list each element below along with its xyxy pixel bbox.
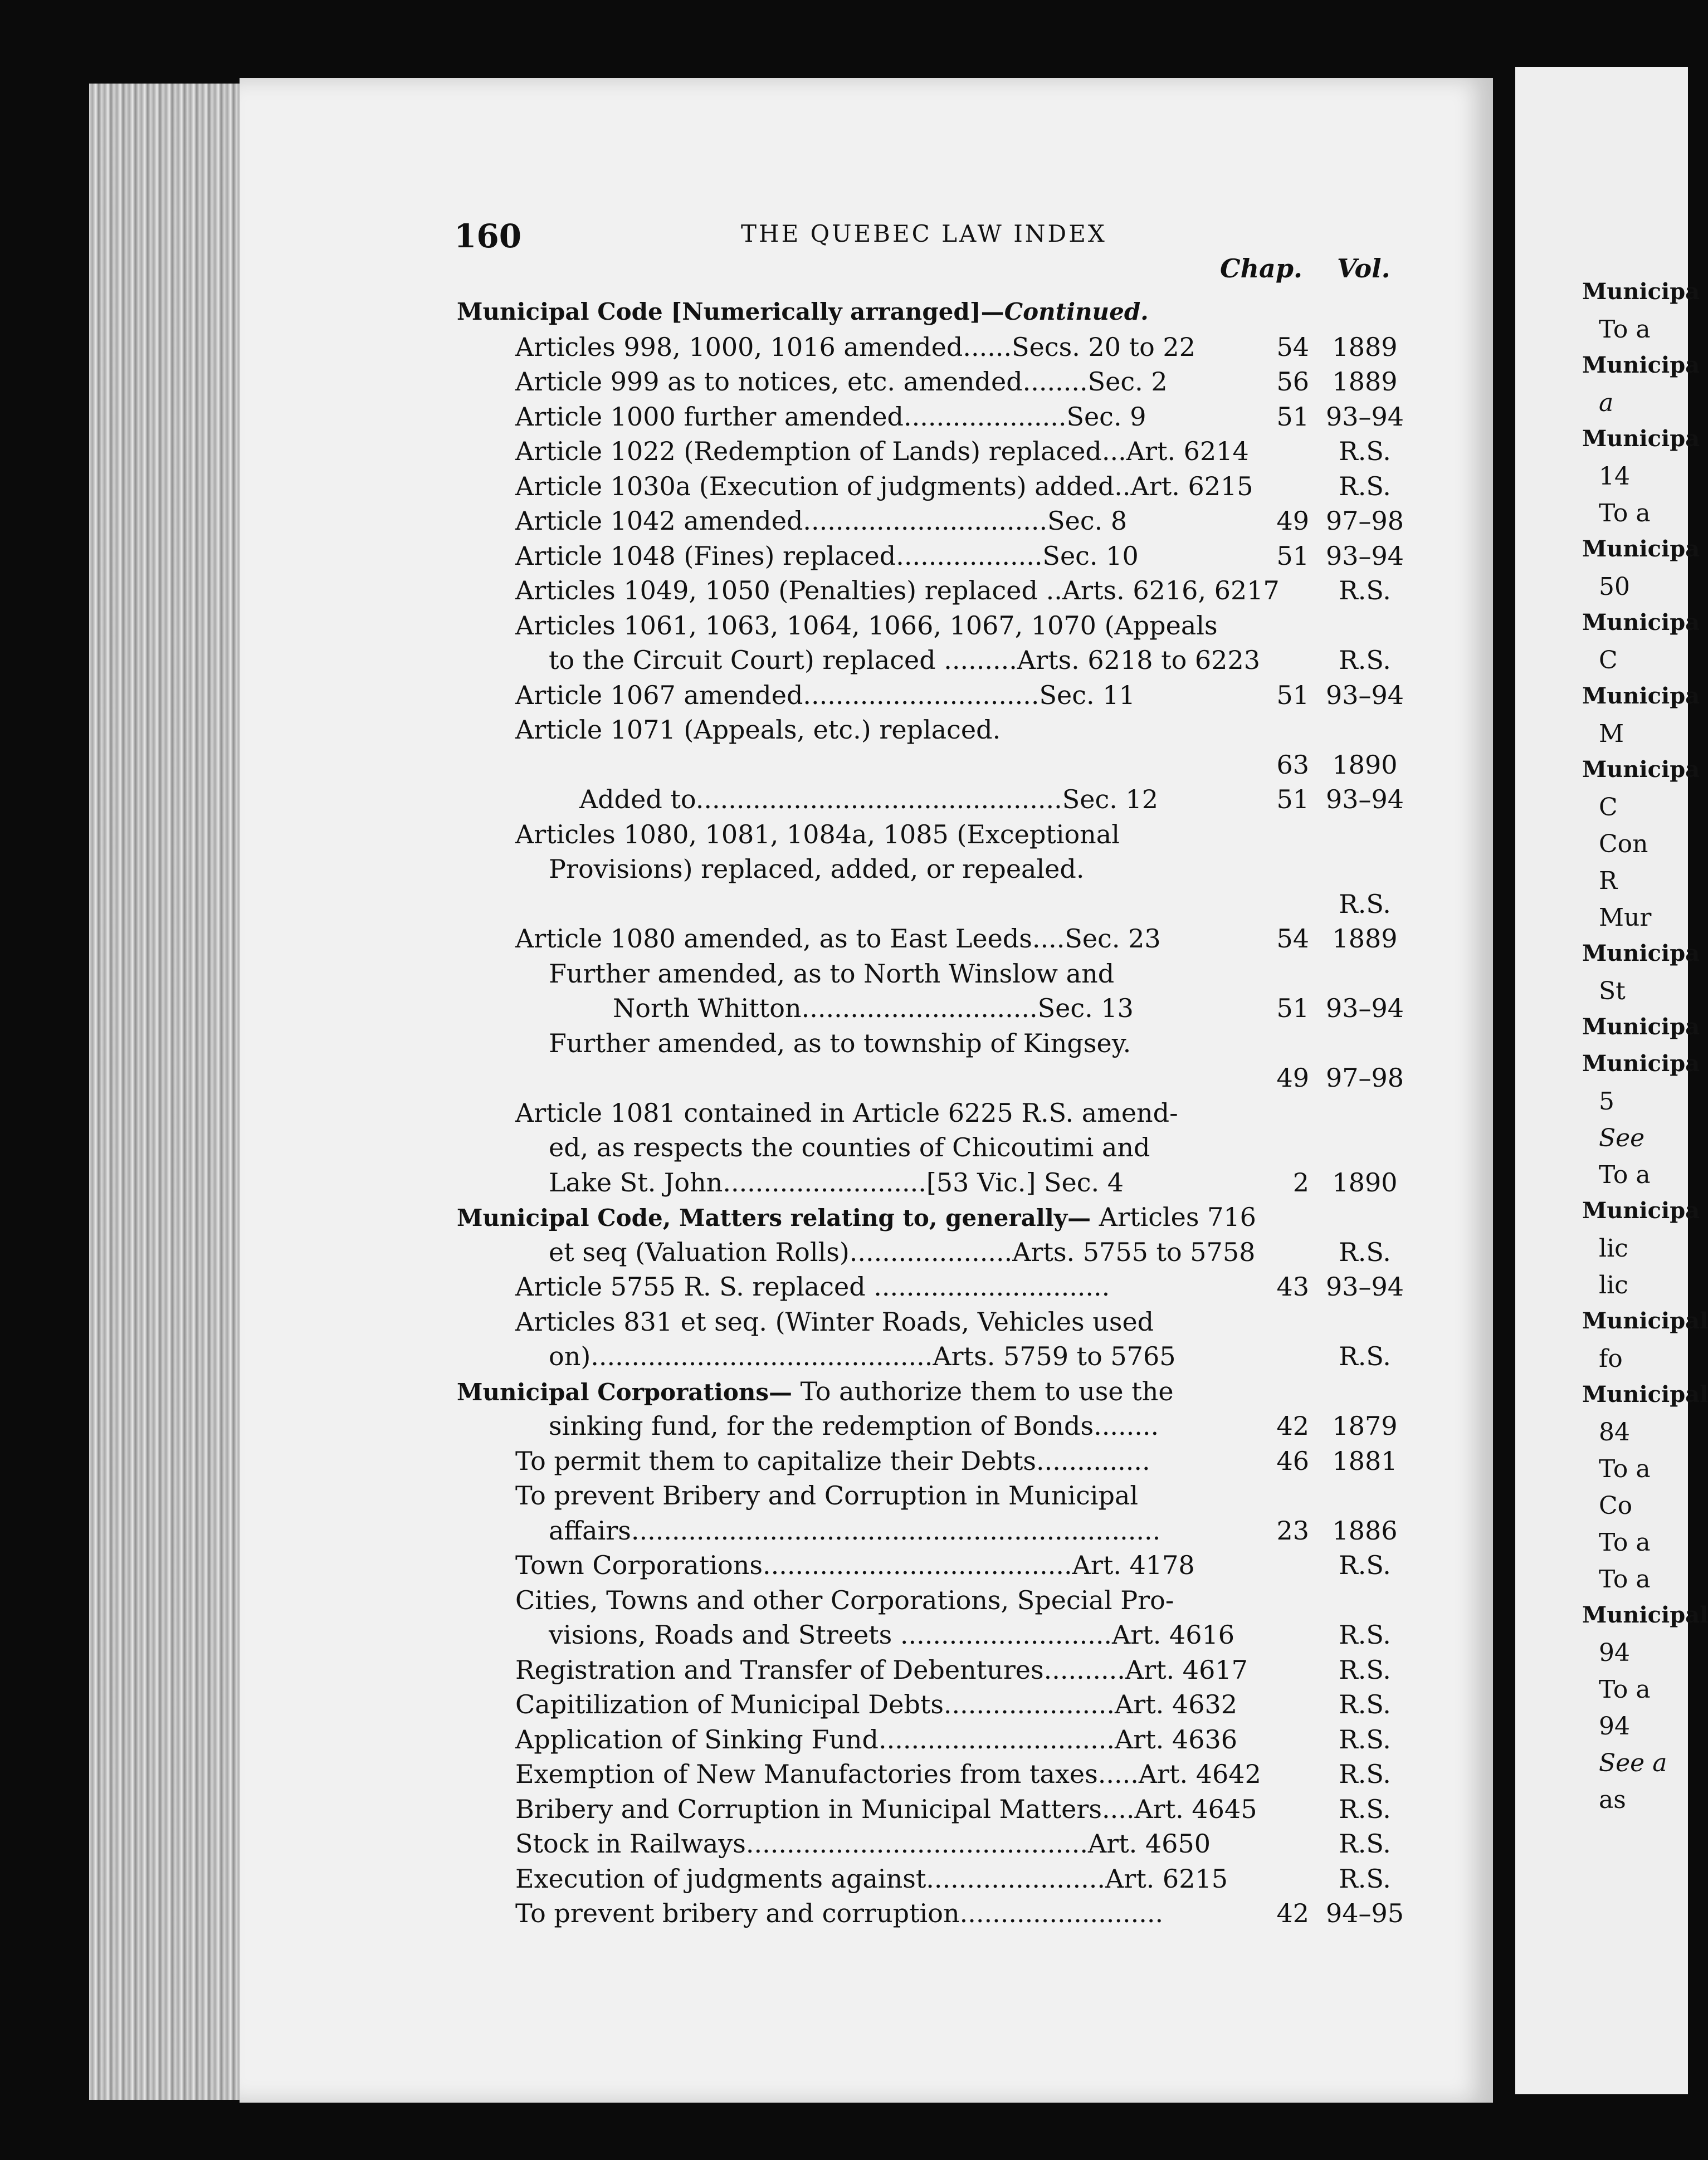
entry-text: Articles 831 et seq. (Winter Roads, Vehicles used: [515, 1307, 1154, 1337]
entry-text: To prevent Bribery and Corruption in Municipal: [515, 1480, 1139, 1511]
entry-chap: 2: [1292, 1167, 1309, 1198]
entry-text: et seq (Valuation Rolls)....................Arts. 5755 to 5758: [549, 1237, 1256, 1267]
entry-text: ed, as respects the counties of Chicoutimi and: [549, 1132, 1150, 1162]
entry-vol: 94–95: [1325, 1898, 1404, 1928]
entry-chap: 49: [1276, 506, 1309, 536]
next-page-text: 50: [1599, 573, 1630, 601]
entry-text: Cities, Towns and other Corporations, Special Pro-: [515, 1585, 1174, 1615]
entry-vol: 1881: [1332, 1446, 1398, 1476]
entry-chap: 54: [1276, 923, 1309, 954]
entry-text: Articles 1049, 1050 (Penalties) replaced ..Arts. 6216, 6217: [515, 575, 1280, 605]
next-page-text: Municipa: [1582, 756, 1700, 783]
next-page-text: St: [1599, 977, 1626, 1005]
next-page-text: Municipa: [1582, 1198, 1700, 1224]
entry-text: Exemption of New Manufactories from taxes.....Art. 4642: [515, 1759, 1261, 1789]
next-page-text: Municipa: [1582, 609, 1700, 636]
entry-vol: 1886: [1332, 1516, 1398, 1546]
entry-text: Bribery and Corruption in Municipal Matters....Art. 4645: [515, 1794, 1257, 1824]
entry-text: Article 1042 amended..............................Sec. 8: [515, 506, 1128, 536]
next-page-text: M: [1599, 720, 1624, 748]
next-page-text: R: [1599, 867, 1618, 895]
next-page-text: To a: [1599, 1161, 1651, 1189]
entry-chap: 42: [1276, 1411, 1309, 1441]
entry-text: Execution of judgments against......................Art. 6215: [515, 1864, 1228, 1894]
entry-text: Article 999 as to notices, etc. amended........Sec. 2: [515, 366, 1168, 397]
entry-chap: 51: [1276, 993, 1309, 1023]
entry-vol: 1889: [1332, 923, 1398, 954]
next-page-text: To a: [1599, 1565, 1651, 1594]
entry-text: North Whitton.............................Sec. 13: [613, 993, 1134, 1023]
entry-chap: 49: [1276, 1063, 1309, 1093]
page-number: 160: [454, 217, 522, 255]
entry-vol: 97–98: [1325, 506, 1404, 536]
entry-vol: R.S.: [1339, 1829, 1391, 1859]
next-page-text: Co: [1599, 1492, 1633, 1520]
next-page-text: Municipa: [1582, 1050, 1700, 1077]
entry-text: Further amended, as to township of Kingsey.: [549, 1028, 1131, 1058]
entry-chap: 51: [1276, 784, 1309, 814]
next-page-text: 5: [1599, 1087, 1614, 1116]
entry-vol: R.S.: [1339, 1794, 1391, 1824]
entry-text: Further amended, as to North Winslow and: [549, 959, 1115, 989]
entry-text: Article 5755 R. S. replaced .............................: [515, 1272, 1110, 1302]
entry-vol: R.S.: [1339, 1550, 1391, 1580]
next-page-text: Municipal: [1582, 1308, 1708, 1334]
next-page-fragment: [1515, 67, 1708, 2094]
entry-vol: 97–98: [1325, 1063, 1404, 1093]
entry-chap: 43: [1276, 1272, 1309, 1302]
next-page-text: lic: [1599, 1234, 1628, 1263]
next-page-text: See: [1599, 1124, 1645, 1152]
entry-chap: 42: [1276, 1898, 1309, 1928]
book-page-edges: [89, 84, 242, 2100]
entry-text: sinking fund, for the redemption of Bonds........: [549, 1411, 1159, 1441]
next-page-text: 94: [1599, 1712, 1630, 1741]
next-page-text: 94: [1599, 1639, 1630, 1667]
entry-text: Stock in Railways..........................................Art. 4650: [515, 1829, 1211, 1859]
entry-text: Added to.............................................Sec. 12: [579, 784, 1159, 814]
entry-text: Municipal Code [Numerically arranged]—Continued.: [457, 298, 1149, 325]
next-page-text: fo: [1599, 1345, 1623, 1373]
next-page-text: To a: [1599, 315, 1651, 344]
entry-vol: 1889: [1332, 332, 1398, 362]
entry-vol: 93–94: [1325, 784, 1404, 814]
entry-vol: R.S.: [1339, 889, 1391, 919]
entry-text: Article 1071 (Appeals, etc.) replaced.: [515, 715, 1001, 745]
next-page-text: Con: [1599, 830, 1648, 858]
entry-text: Articles 1080, 1081, 1084a, 1085 (Exceptional: [515, 819, 1120, 849]
entry-text: Articles 998, 1000, 1016 amended......Secs. 20 to 22: [515, 332, 1195, 362]
next-page-text: To a: [1599, 1528, 1651, 1557]
entry-text: Application of Sinking Fund.............................Art. 4636: [515, 1724, 1237, 1755]
next-page-text: Municipa: [1582, 940, 1700, 966]
heading-tail: Continued.: [1004, 298, 1149, 325]
next-page-text: 14: [1599, 462, 1630, 491]
entry-text: Municipal Corporations— To authorize them to use the: [457, 1376, 1174, 1406]
entry-text: Article 1048 (Fines) replaced..................Sec. 10: [515, 541, 1139, 571]
entry-vol: R.S.: [1339, 471, 1391, 501]
entry-chap: 46: [1276, 1446, 1309, 1476]
next-page-text: To a: [1599, 1675, 1651, 1704]
next-page-text: See a: [1599, 1749, 1667, 1777]
next-page-text: To a: [1599, 499, 1651, 527]
entry-text: to the Circuit Court) replaced .........Arts. 6218 to 6223: [549, 645, 1260, 675]
entry-text: Article 1081 contained in Article 6225 R.S. amend-: [515, 1098, 1178, 1128]
entry-text: Article 1030a (Execution of judgments) added..Art. 6215: [515, 471, 1253, 501]
entry-vol: 93–94: [1325, 541, 1404, 571]
entry-text: To prevent bribery and corruption.........................: [515, 1898, 1164, 1928]
next-page-text: Municipa: [1582, 426, 1700, 452]
entry-vol: R.S.: [1339, 645, 1391, 675]
next-page-text: Municipal: [1582, 1602, 1708, 1628]
column-header-vol: Vol.: [1337, 253, 1390, 284]
entry-vol: 1890: [1332, 1167, 1398, 1198]
next-page-text: Municipa: [1582, 352, 1700, 378]
entry-vol: 1890: [1332, 750, 1398, 780]
next-page-text: Mur: [1599, 903, 1652, 932]
entry-vol: 93–94: [1325, 402, 1404, 432]
entry-vol: R.S.: [1339, 1341, 1391, 1371]
next-page-text: as: [1599, 1786, 1626, 1814]
entry-vol: R.S.: [1339, 1724, 1391, 1755]
entry-text: on)..........................................Arts. 5759 to 5765: [549, 1341, 1176, 1371]
entry-chap: 23: [1276, 1516, 1309, 1546]
heading-tail: Articles 716: [1091, 1202, 1256, 1232]
entry-chap: 54: [1276, 332, 1309, 362]
entry-text: Registration and Transfer of Debentures..........Art. 4617: [515, 1655, 1248, 1685]
entry-chap: 63: [1276, 750, 1309, 780]
entry-text: affairs.................................................................: [549, 1516, 1161, 1546]
next-page-text: Municipa: [1582, 1014, 1700, 1040]
running-title: THE QUEBEC LAW INDEX: [741, 220, 1107, 247]
entry-text: Articles 1061, 1063, 1064, 1066, 1067, 1070 (Appeals: [515, 610, 1218, 641]
entry-text: Provisions) replaced, added, or repealed.: [549, 854, 1085, 884]
entry-text: Town Corporations......................................Art. 4178: [515, 1550, 1195, 1580]
next-page-text: 84: [1599, 1418, 1630, 1446]
entry-vol: 1879: [1332, 1411, 1398, 1441]
next-page-text: Municipa: [1582, 278, 1700, 305]
entry-vol: R.S.: [1339, 1237, 1391, 1267]
entry-vol: R.S.: [1339, 1759, 1391, 1789]
entry-text: Lake St. John.........................[53 Vic.] Sec. 4: [549, 1167, 1124, 1198]
entry-chap: 51: [1276, 402, 1309, 432]
entry-vol: R.S.: [1339, 1864, 1391, 1894]
entry-vol: 93–94: [1325, 1272, 1404, 1302]
next-page-text: Municipa: [1582, 683, 1700, 709]
next-page-text: lic: [1599, 1271, 1628, 1299]
entry-vol: R.S.: [1339, 1689, 1391, 1719]
entry-text: Municipal Code, Matters relating to, generally— Articles 716: [457, 1202, 1256, 1232]
next-page-text: a: [1599, 389, 1614, 417]
entry-chap: 56: [1276, 366, 1309, 397]
entry-vol: 93–94: [1325, 993, 1404, 1023]
column-header-chap: Chap.: [1220, 253, 1303, 284]
entry-text: Article 1000 further amended....................Sec. 9: [515, 402, 1146, 432]
entry-vol: R.S.: [1339, 436, 1391, 466]
next-page-text: Municipal: [1582, 1381, 1708, 1408]
entry-vol: R.S.: [1339, 1620, 1391, 1650]
next-page-text: Municipa: [1582, 536, 1700, 562]
entry-text: Article 1080 amended, as to East Leeds....Sec. 23: [515, 923, 1161, 954]
entry-text: Article 1022 (Redemption of Lands) replaced...Art. 6214: [515, 436, 1249, 466]
heading-tail: To authorize them to use the: [792, 1376, 1174, 1406]
next-page-text: C: [1599, 646, 1618, 675]
entry-text: To permit them to capitalize their Debts..............: [515, 1446, 1150, 1476]
entry-chap: 51: [1276, 680, 1309, 710]
entry-text: visions, Roads and Streets ..........................Art. 4616: [549, 1620, 1235, 1650]
next-page-text: C: [1599, 793, 1618, 822]
entry-text: Article 1067 amended.............................Sec. 11: [515, 680, 1135, 710]
entry-text: Capitilization of Municipal Debts.....................Art. 4632: [515, 1689, 1237, 1719]
entry-vol: R.S.: [1339, 1655, 1391, 1685]
entry-chap: 51: [1276, 541, 1309, 571]
entry-vol: 1889: [1332, 366, 1398, 397]
entry-vol: 93–94: [1325, 680, 1404, 710]
entry-vol: R.S.: [1339, 575, 1391, 605]
next-page-text: To a: [1599, 1455, 1651, 1483]
